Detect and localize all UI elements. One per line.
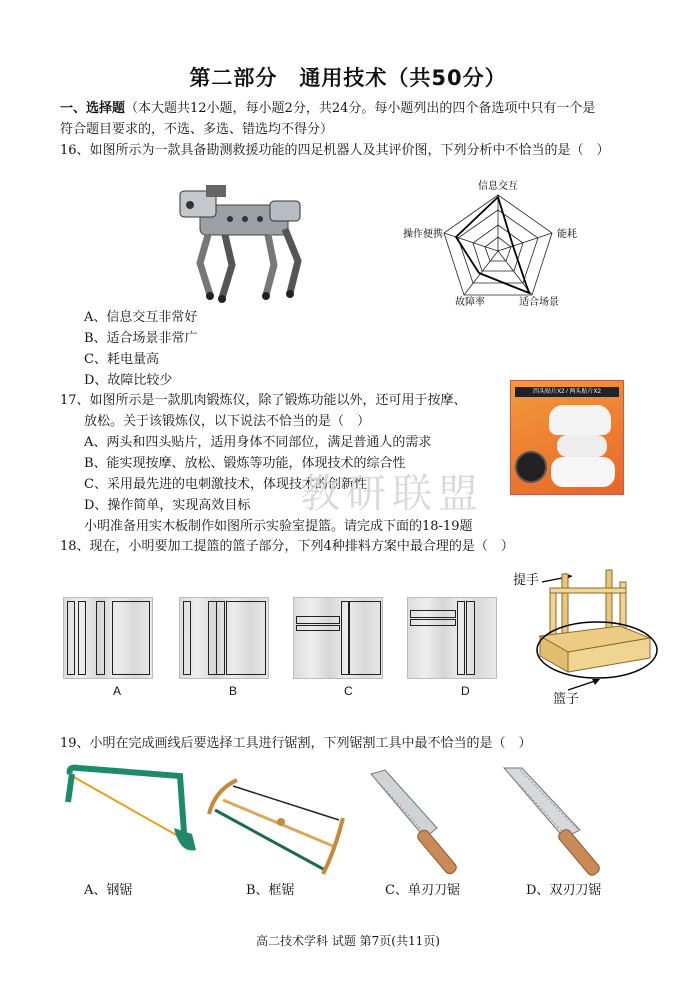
layout-board-a: [63, 597, 153, 679]
intro-18-19: 小明准备用实木板制作如图所示实验室提篮。请完成下面的18-19题: [84, 519, 473, 534]
radar-label-energy: 能耗: [557, 229, 577, 240]
basket-label: 篮子: [553, 692, 580, 707]
q17-option-b: B、能实现按摩、放松、锻炼等功能，体现技术的综合性: [84, 456, 406, 471]
question-19-stem: 19、小明在完成画线后要选择工具进行锯割，下列锯割工具中最不恰当的是（ ）: [60, 736, 532, 751]
layout-label-b: B: [229, 684, 238, 698]
q17-option-d: D、操作简单，实现高效目标: [84, 498, 251, 513]
radar-label-failure: 故障率: [455, 297, 485, 308]
question-16-stem: 16、如图所示为一款具备勘测救援功能的四足机器人及其评价图，下列分析中不恰当的是（ ）: [60, 143, 610, 158]
section-desc-2: 符合题目要求的，不选、多选、错选均不得分）: [60, 122, 334, 137]
frame-saw-image: [205, 770, 345, 880]
q19-option-d: D、双刃刀锯: [526, 883, 602, 898]
radar-label-info: 信息交互: [478, 181, 518, 192]
watermark: 教研联盟: [300, 471, 484, 517]
quadruped-robot-image: [170, 183, 330, 305]
radar-label-operation: 操作便携: [403, 229, 443, 240]
layout-board-b: [179, 597, 269, 679]
layout-board-d: [407, 597, 497, 679]
q16-option-a: A、信息交互非常好: [84, 310, 198, 325]
page-footer: 高二技术学科 试题 第7页(共11页): [256, 934, 440, 948]
evaluation-radar-chart: [395, 175, 585, 310]
layout-label-a: A: [113, 684, 122, 698]
section-heading: 一、选择题: [60, 101, 126, 116]
single-edge-saw-image: [365, 768, 495, 878]
handle-label: 提手: [513, 573, 540, 588]
layout-board-c: [293, 597, 383, 679]
q19-option-b: B、框锯: [246, 883, 295, 898]
question-18-stem: 18、现在，小明要加工提篮的篮子部分，下列4种排料方案中最合理的是（ ）: [60, 539, 514, 554]
question-17-stem-1: 17、如图所示是一款肌肉锻炼仪，除了锻炼功能以外，还可用于按摩、: [60, 393, 467, 408]
q16-option-d: D、故障比较少: [84, 373, 173, 388]
q19-option-c: C、单刃刀锯: [385, 883, 460, 898]
section-instructions: [60, 99, 595, 119]
page-title: 第二部分 通用技术（共50分）: [189, 66, 507, 90]
q16-option-b: B、适合场景非常广: [84, 331, 198, 346]
radar-label-scenario: 适合场景: [519, 297, 559, 308]
double-edge-saw-image: [500, 764, 635, 878]
product-banner: 四头贴片X2 / 两头贴片X2: [515, 387, 619, 397]
layout-label-c: C: [344, 684, 353, 698]
q17-option-a: A、两头和四头贴片，适用身体不同部位，满足普通人的需求: [84, 435, 432, 450]
q17-option-c: C、采用最先进的电刺激技术，体现技术的创新性: [84, 477, 367, 492]
question-17-stem-2: 放松。关于该锻炼仪，以下说法不恰当的是（ ）: [84, 414, 371, 429]
layout-label-d: D: [461, 684, 470, 698]
section-desc-1: （本大题共12小题，每小题2分，共24分。每小题列出的四个备选项中只有一个是: [125, 101, 596, 116]
muscle-trainer-image: [510, 380, 624, 495]
q19-option-a: A、钢锯: [84, 883, 133, 898]
hacksaw-image: [60, 762, 200, 862]
q16-option-c: C、耗电量高: [84, 352, 159, 367]
